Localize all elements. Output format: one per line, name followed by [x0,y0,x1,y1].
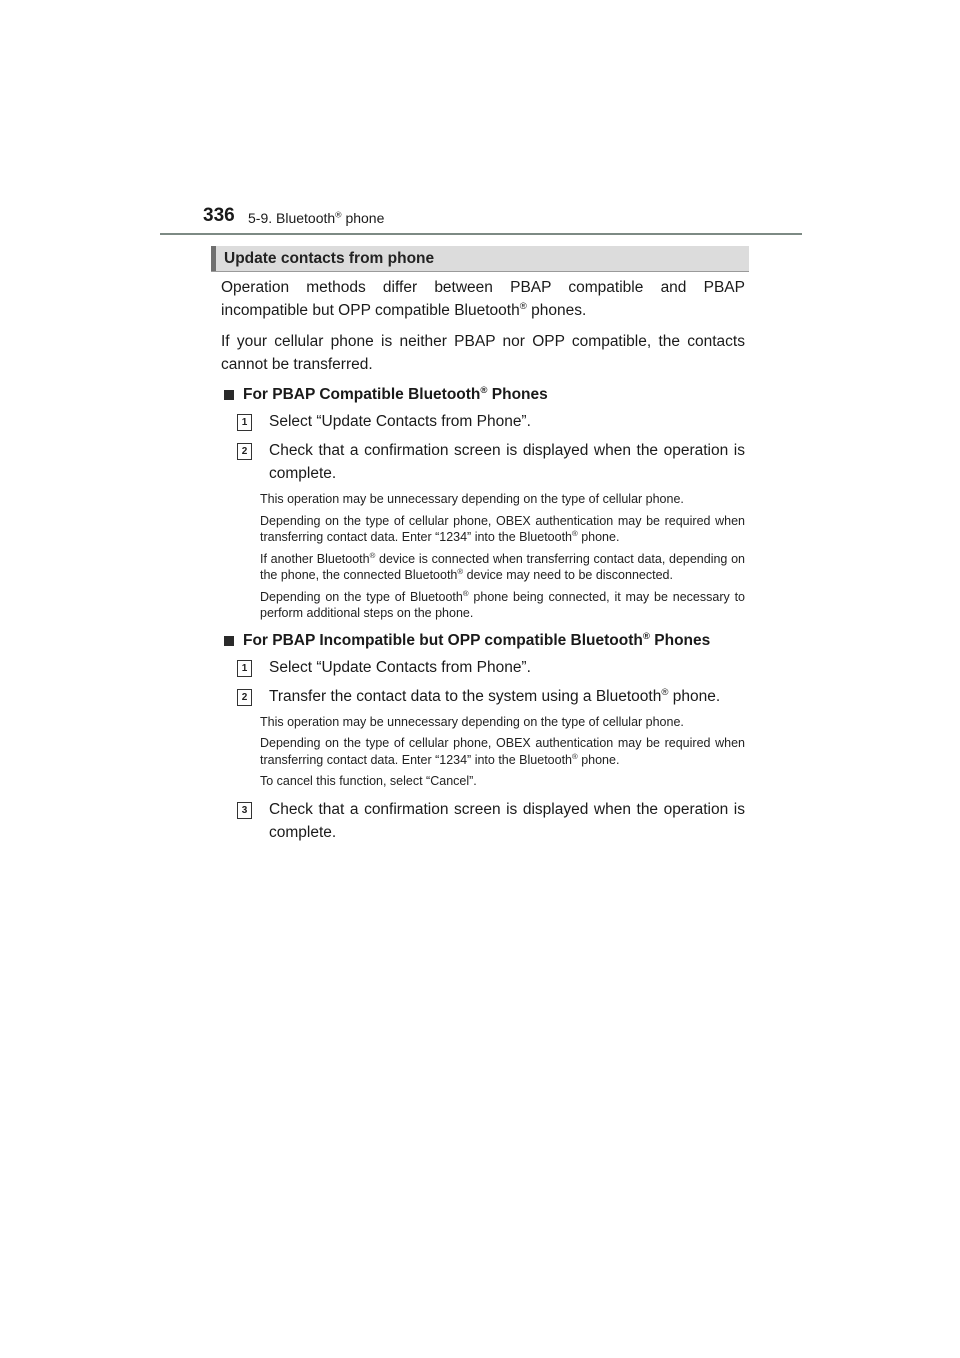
note-text: To cancel this function, select “Cancel”. [260,774,477,788]
note-text: If another Bluetooth® device is connected when transferring contact data, depending on the phone, the connected Bluetooth® device may need to be disconnected. [260,550,745,582]
step-item: 3 Check that a confirmation screen is displayed when the operation is complete. [221,798,745,844]
step-number-badge: 2 [237,689,252,706]
pbap-heading: For PBAP Compatible Bluetooth® Phones [221,384,745,406]
square-bullet-icon [224,390,234,400]
title-accent [211,246,216,271]
note-text: Depending on the type of cellular phone, OBEX authentication may be required when transferring contact data. Enter “1234” into the Bluetooth® phone. [260,736,745,767]
step-number-badge: 2 [237,443,252,460]
opp-heading: For PBAP Incompatible but OPP compatible Bluetooth® Phones [221,630,745,652]
step-number-badge: 1 [237,414,252,431]
step-item: 2 Transfer the contact data to the system using a Bluetooth® phone. [221,685,745,708]
step-item: 1 Select “Update Contacts from Phone”. [221,656,745,679]
note-text: This operation may be unnecessary depending on the type of cellular phone. [260,714,684,729]
note-text: Depending on the type of Bluetooth® phone being connected, it may be necessary to perform additional steps on the phone. [260,588,746,620]
section-title-bar [211,246,749,272]
step-number-badge: 3 [237,802,252,819]
main-content [221,276,745,850]
section-title: Update contacts from phone [224,250,435,267]
step-number-badge: 1 [237,660,252,677]
note-text: Depending on the type of cellular phone, OBEX authentication may be required when transferring contact data. Enter “1234” into the Bluetooth® phone. [260,513,745,544]
square-bullet-icon [224,636,234,646]
header-rule [160,233,802,235]
section-header-title: 5-9. Bluetooth® phone [248,209,385,226]
intro-paragraph: Operation methods differ between PBAP compatible and PBAP incompatible but OPP compatible Bluetooth® phones. [221,279,745,319]
intro-paragraph: If your cellular phone is neither PBAP nor OPP compatible, the contacts cannot be transferred. [221,333,745,373]
step-item: 1 Select “Update Contacts from Phone”. [221,410,745,433]
page-header [203,203,803,233]
page-number: 336 [203,205,235,226]
step-item: 2 Check that a confirmation screen is displayed when the operation is complete. [221,439,745,485]
note-text: This operation may be unnecessary depending on the type of cellular phone. [260,492,684,506]
